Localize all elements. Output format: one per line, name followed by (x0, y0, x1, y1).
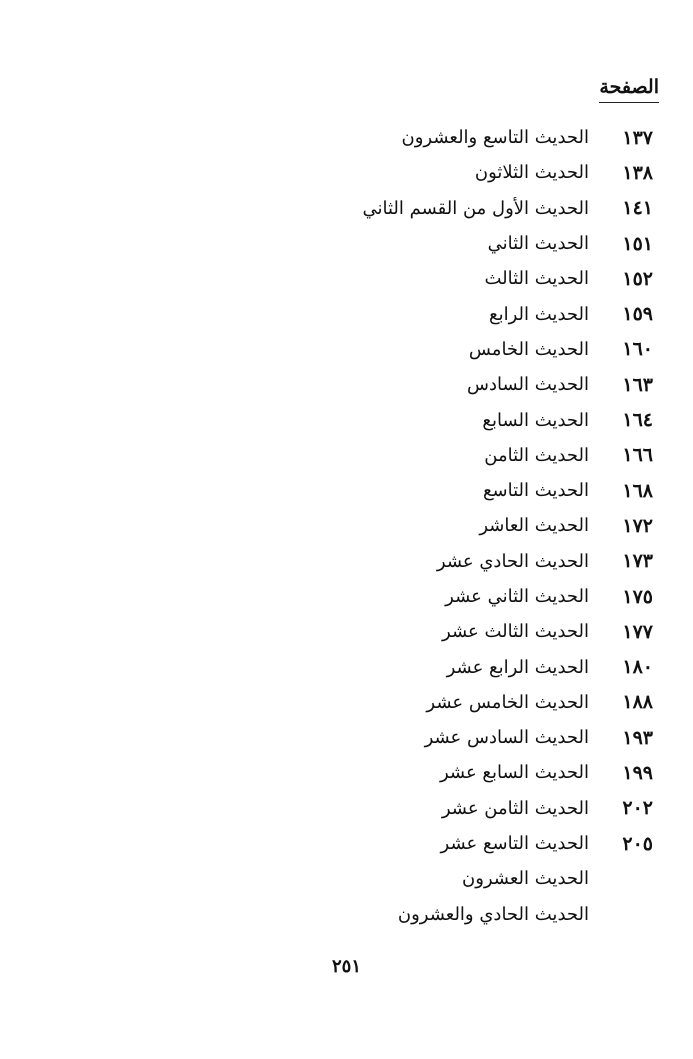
toc-entry (362, 438, 653, 473)
toc-page-number: ١٧٧ (622, 620, 653, 643)
toc-page-number: ١٩٣ (622, 726, 653, 749)
toc-title: الحديث الخامس (468, 338, 589, 360)
toc-page-number: ١٥١ (622, 232, 653, 255)
toc-page-number: ١٦٣ (622, 373, 653, 396)
toc-entry (362, 791, 653, 826)
toc-page-number: ١٥٩ (622, 303, 653, 326)
toc-page-number: ١٥٢ (622, 267, 653, 290)
toc-entry (362, 191, 653, 226)
toc-page-number: ٢٠٢ (622, 797, 653, 820)
toc-title: الحديث العشرون (461, 868, 589, 890)
toc-page-number: ٢٠٥ (622, 832, 653, 855)
toc-title: الحديث الرابع عشر (446, 656, 589, 678)
toc-entry (362, 402, 653, 437)
toc-page-number: ١٣٨ (622, 161, 653, 184)
toc-page-number: ١٤١ (622, 197, 653, 220)
toc-entry (362, 826, 653, 861)
toc-entry (362, 261, 653, 296)
toc-page-number: ١٧٣ (622, 550, 653, 573)
toc-title: الحديث التاسع عشر (440, 833, 589, 855)
page-number: ٢٥١ (331, 956, 361, 977)
toc-title: الحديث الثامن عشر (441, 797, 589, 819)
page-column-header: الصفحة (599, 76, 659, 103)
toc-page-number: ١٦٨ (622, 479, 653, 502)
toc-title: الحديث التاسع (482, 480, 589, 502)
toc-entry (362, 296, 653, 331)
toc-title: الحديث السابع عشر (439, 762, 589, 784)
toc-page-number: ١٦٠ (622, 338, 653, 361)
toc-entry (362, 649, 653, 684)
toc-entry (362, 473, 653, 508)
toc-title: الحديث الثامن (484, 444, 589, 466)
toc-entry (362, 332, 653, 367)
toc-title: الحديث الثاني عشر (445, 586, 589, 607)
toc-entry (362, 685, 653, 720)
toc-page-number: ١٦٦ (622, 444, 653, 467)
toc-entry (362, 861, 653, 896)
toc-entry (362, 544, 653, 579)
toc-title: الحديث السادس (467, 374, 589, 396)
toc-entry (362, 120, 653, 155)
toc-entry (362, 755, 653, 790)
toc-title: الحديث العاشر (479, 515, 589, 537)
toc-page-number: ١٣٧ (622, 126, 653, 149)
toc-title: الحديث الحادي والعشرون (397, 903, 589, 925)
toc-title: الحديث السابع (482, 409, 589, 431)
toc-page-number: ١٨٠ (622, 656, 653, 679)
toc-entry (362, 367, 653, 402)
toc-entry (362, 226, 653, 261)
toc-entry (362, 155, 653, 190)
toc-title: الحديث الرابع (489, 303, 589, 325)
toc-entry (362, 720, 653, 755)
table-of-contents (362, 120, 653, 932)
toc-title: الحديث الحادي عشر (436, 550, 589, 572)
toc-entry (362, 579, 653, 614)
toc-entry (362, 614, 653, 649)
toc-entry (362, 508, 653, 543)
toc-page-number: ١٩٩ (622, 761, 653, 784)
toc-page-number: ١٦٤ (622, 409, 653, 432)
toc-page-number: ١٧٢ (622, 514, 653, 537)
toc-title: الحديث السادس عشر (424, 727, 589, 749)
toc-page-number: ١٧٥ (622, 585, 653, 608)
toc-title: الحديث الثالث (484, 268, 589, 290)
toc-entry (362, 897, 653, 932)
toc-title: الحديث الثاني (487, 233, 589, 255)
toc-title: الحديث الأول من القسم الثاني (362, 197, 589, 219)
toc-title: الحديث الخامس عشر (426, 691, 589, 713)
toc-page-number: ١٨٨ (622, 691, 653, 714)
toc-title: الحديث التاسع والعشرون (401, 127, 589, 149)
toc-title: الحديث الثالث عشر (442, 621, 589, 643)
toc-title: الحديث الثلاثون (474, 162, 589, 184)
